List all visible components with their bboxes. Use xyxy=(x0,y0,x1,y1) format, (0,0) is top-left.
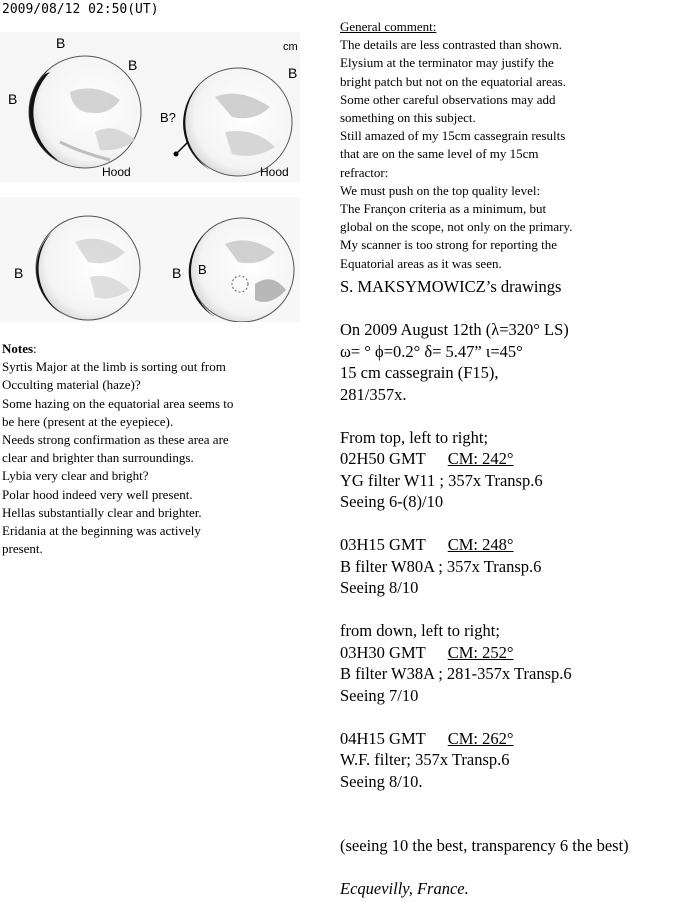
notes-line: Some hazing on the equatorial area seems to xyxy=(2,395,234,411)
notes-line: present. xyxy=(2,541,43,557)
notes-line: clear and brighter than surroundings. xyxy=(2,450,194,466)
general-comment-line: bright patch but not on the equatorial areas. xyxy=(340,73,566,89)
obs-seeing: Seeing 7/10 xyxy=(340,685,419,705)
sketch-3-label: B xyxy=(14,265,24,281)
general-comment-line: Still amazed of my 15cm cassegrain results xyxy=(340,128,566,144)
obs-time: 02H50 GMT xyxy=(340,449,426,468)
obs-seeing: Seeing 8/10. xyxy=(340,771,423,791)
general-comment-line: refractor: xyxy=(340,164,389,180)
notes-line: Hellas substantially clear and brighter. xyxy=(2,504,202,520)
obs-time: 03H15 GMT xyxy=(340,535,426,554)
general-comment-line: The details are less contrasted than shown. xyxy=(340,37,563,53)
general-comment-line: We must push on the top quality level: xyxy=(340,182,541,198)
observation-info xyxy=(340,276,685,900)
sketch-2-label: B xyxy=(288,65,298,81)
obs-cm: CM: 262° xyxy=(447,728,514,748)
observation-date: On 2009 August 12th (λ=320° LS) xyxy=(340,320,569,339)
magnification: 281/357x. xyxy=(340,384,407,404)
general-comment-line: that are on the same level of my 15cm xyxy=(340,146,539,162)
sketch-1-label: B xyxy=(128,57,138,73)
general-comment-line: global on the scope, not only on the primary. xyxy=(340,219,573,235)
obs-cm: CM: 242° xyxy=(447,449,514,468)
author: S. MAKSYMOWICZ’s drawings xyxy=(340,277,562,296)
sketch-1-label: Hood xyxy=(102,165,131,179)
sketch-1-label: B xyxy=(56,35,66,51)
notes-line: Polar hood indeed very well present. xyxy=(2,486,193,502)
section-bottom: from down, left to right; xyxy=(340,621,500,640)
obs-cm: CM: 252° xyxy=(447,642,514,662)
obs-seeing: Seeing 6-(8)/10 xyxy=(340,492,444,511)
sketch-4-label: B xyxy=(198,262,207,277)
notes-section: Notes: Syrtis Major at the limb is sorting out from Occulting material (haze)? Some hazing on the equatorial area seems to be here (present at the eyepiece). Needs strong confirmation as these area are clear and brighter than surroundings. Lybia very clear and bright? Polar hood indeed very well present. Hellas substantially clear and brighter. Eridania at the beginning was actively present. xyxy=(2,340,302,558)
sketch-2-label: B? xyxy=(160,110,176,125)
general-comment-line: The Françon criteria as a minimum, but xyxy=(340,201,547,217)
location: Ecquevilly, France. xyxy=(340,879,469,898)
obs-filter: YG filter W11 ; 357x Transp.6 xyxy=(340,470,543,490)
sketch-4-label: B xyxy=(172,265,182,281)
general-comment-line: Elysium at the terminator may justify the xyxy=(340,55,554,71)
notes-line: Eridania at the beginning was actively xyxy=(2,523,201,539)
notes-line: be here (present at the eyepiece). xyxy=(2,413,174,429)
notes-line: Needs strong confirmation as these area are xyxy=(2,432,229,448)
obs-filter: B filter W38A ; 281-357x Transp.6 xyxy=(340,664,572,683)
obs-cm: CM: 248° xyxy=(447,535,514,554)
notes-line: Syrtis Major at the limb is sorting out from xyxy=(2,359,226,375)
general-comment xyxy=(340,18,685,273)
observation-angles: ω= ° ϕ=0.2° δ= 5.47” ι=45° xyxy=(340,341,523,361)
general-comment-line: something on this subject. xyxy=(340,110,476,126)
obs-filter: B filter W80A ; 357x Transp.6 xyxy=(340,556,542,576)
obs-time: 04H15 GMT xyxy=(340,728,426,748)
general-comment-line: Some other careful observations may add xyxy=(340,91,556,107)
obs-time: 03H30 GMT xyxy=(340,642,426,662)
sketch-2-label: cm xyxy=(283,41,298,53)
sketch-2-label: Hood xyxy=(260,165,289,179)
notes-heading: Notes xyxy=(2,341,34,356)
mars-sketches xyxy=(0,22,300,322)
sketch-1-label: B xyxy=(8,91,18,107)
general-comment-heading: General comment: xyxy=(340,19,437,34)
footnote: (seeing 10 the best, transparency 6 the best) xyxy=(340,836,629,855)
general-comment-line: My scanner is too strong for reporting the xyxy=(340,237,557,253)
notes-line: Lybia very clear and bright? xyxy=(2,468,149,484)
telescope: 15 cm cassegrain (F15), xyxy=(340,363,499,382)
section-top: From top, left to right; xyxy=(340,427,489,447)
timestamp: 2009/08/12 02:50(UT) xyxy=(2,2,159,17)
general-comment-line: Equatorial areas as it was seen. xyxy=(340,255,502,271)
obs-filter: W.F. filter; 357x Transp.6 xyxy=(340,750,510,769)
obs-seeing: Seeing 8/10 xyxy=(340,578,419,597)
notes-line: Occulting material (haze)? xyxy=(2,377,141,393)
